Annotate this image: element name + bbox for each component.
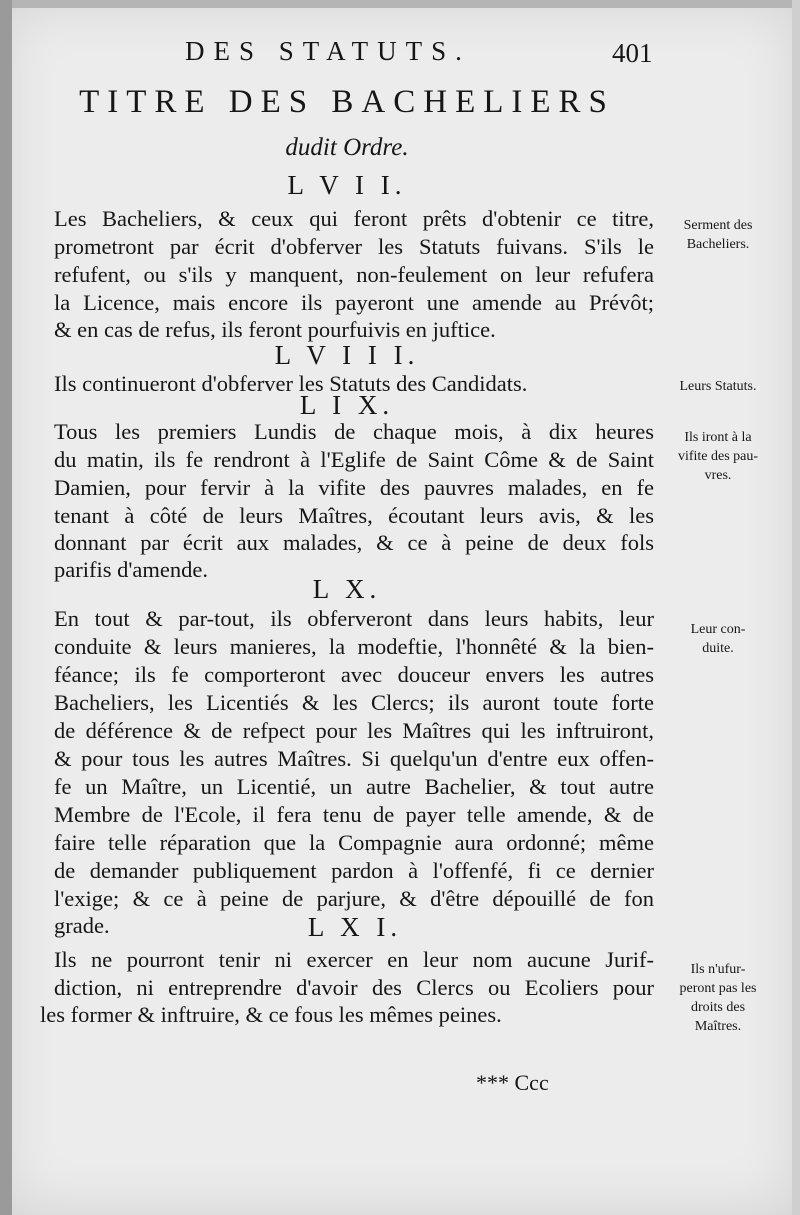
margin-note	[662, 620, 774, 658]
article-line: l'exige; & ce à peine de parjure, & d'être dépouillé de fon	[54, 886, 654, 911]
margin-note	[662, 216, 774, 254]
article-line: diction, ni entreprendre d'avoir des Clercs ou Ecoliers pour	[54, 975, 654, 1000]
margin-note	[662, 428, 774, 485]
margin-note-line: peront pas les	[679, 981, 757, 996]
page-edge-right	[792, 0, 800, 1215]
margin-note-line: Bacheliers.	[686, 237, 750, 252]
article-line: prometront par écrit d'obferver les Statuts fuivans. S'ils le	[54, 234, 654, 259]
margin-note	[662, 377, 774, 396]
article-line: Damien, pour fervir à la vifite des pauvres malades, en fe	[54, 475, 654, 500]
article-line: parifis d'amende.	[54, 557, 208, 582]
article-line: conduite & leurs manieres, la modeftie, l'honnêté & la bien-	[54, 634, 654, 659]
article-line: Bacheliers, les Licentiés & les Clercs; ils auront toute forte	[54, 690, 654, 715]
article-line: Ils continueront d'obferver les Statuts des Candidats.	[54, 371, 528, 396]
margin-note-line: Leur con-	[690, 622, 746, 637]
article-line: du matin, ils fe rendront à l'Eglife de Saint Côme & de Saint	[54, 447, 654, 472]
margin-note-line: Leurs Statuts.	[679, 379, 757, 394]
margin-note-line: duite.	[702, 641, 734, 656]
article-line: la Licence, mais encore ils payeront une amende au Prévôt;	[54, 290, 654, 315]
article-line: fe un Maître, un Licentié, un autre Bachelier, & tout autre	[54, 774, 654, 799]
article-heading: L X.	[312, 574, 382, 604]
running-head: DES STATUTS.	[185, 36, 471, 66]
article-line: Membre de l'Ecole, il fera tenu de payer telle amende, & de	[54, 802, 654, 827]
article-heading: L V I I.	[287, 170, 407, 200]
margin-note-line: droits des	[690, 1000, 746, 1015]
article-line: féance; ils fe comporteront avec douceur envers les autres	[54, 662, 654, 687]
page-edge-left	[0, 0, 12, 1215]
article-line: & pour tous les autres Maîtres. Si quelqu'un d'entre eux offen-	[54, 746, 654, 771]
article-heading: L X I.	[307, 912, 403, 942]
article-line: de demander publiquement pardon à l'offenfé, fi ce dernier	[54, 858, 654, 883]
article-heading: L V I I I.	[274, 340, 420, 370]
article-line: refufent, ou s'ils y manquent, non-feulement on leur refufera	[54, 262, 654, 287]
article-line: grade.	[54, 913, 110, 938]
margin-note-line: Ils iront à la	[684, 430, 752, 445]
article-line: & en cas de refus, ils feront pourfuivis en juftice.	[54, 317, 496, 342]
article-line: En tout & par-tout, ils obferveront dans leurs habits, leur	[54, 606, 654, 631]
article-line: les former & inftruire, & ce fous les mêmes peines.	[40, 1002, 502, 1027]
page-edge-top	[0, 0, 800, 8]
section-title: TITRE DES BACHELIERS	[79, 84, 615, 120]
article-line: donnant par écrit aux malades, & ce à peine de deux fols	[54, 530, 654, 555]
margin-note-line: Ils n'ufur-	[690, 962, 746, 977]
article-line: de déférence & de refpect pour les Maîtres qui les inftruiront,	[54, 718, 654, 743]
article-line: Tous les premiers Lundis de chaque mois, à dix heures	[54, 419, 654, 444]
article-line: Les Bacheliers, & ceux qui feront prêts d'obtenir ce titre,	[54, 206, 654, 231]
article-line: faire telle réparation que la Compagnie aura ordonné; même	[54, 830, 654, 855]
margin-note-line: vres.	[704, 468, 732, 483]
margin-note-line: Maîtres.	[694, 1019, 742, 1034]
catchword: *** Ccc	[476, 1070, 549, 1095]
margin-note-line: vifite des pau-	[677, 449, 759, 464]
article-line: tenant à côté de leurs Maîtres, écoutant leurs avis, & les	[54, 503, 654, 528]
article-line: Ils ne pourront tenir ni exercer en leur nom aucune Jurif-	[54, 947, 654, 972]
page-number: 401	[612, 38, 653, 68]
margin-note-line: Serment des	[683, 218, 753, 233]
margin-note	[662, 960, 774, 1036]
section-subtitle: dudit Ordre.	[285, 134, 409, 161]
article-heading: L I X.	[299, 390, 395, 420]
